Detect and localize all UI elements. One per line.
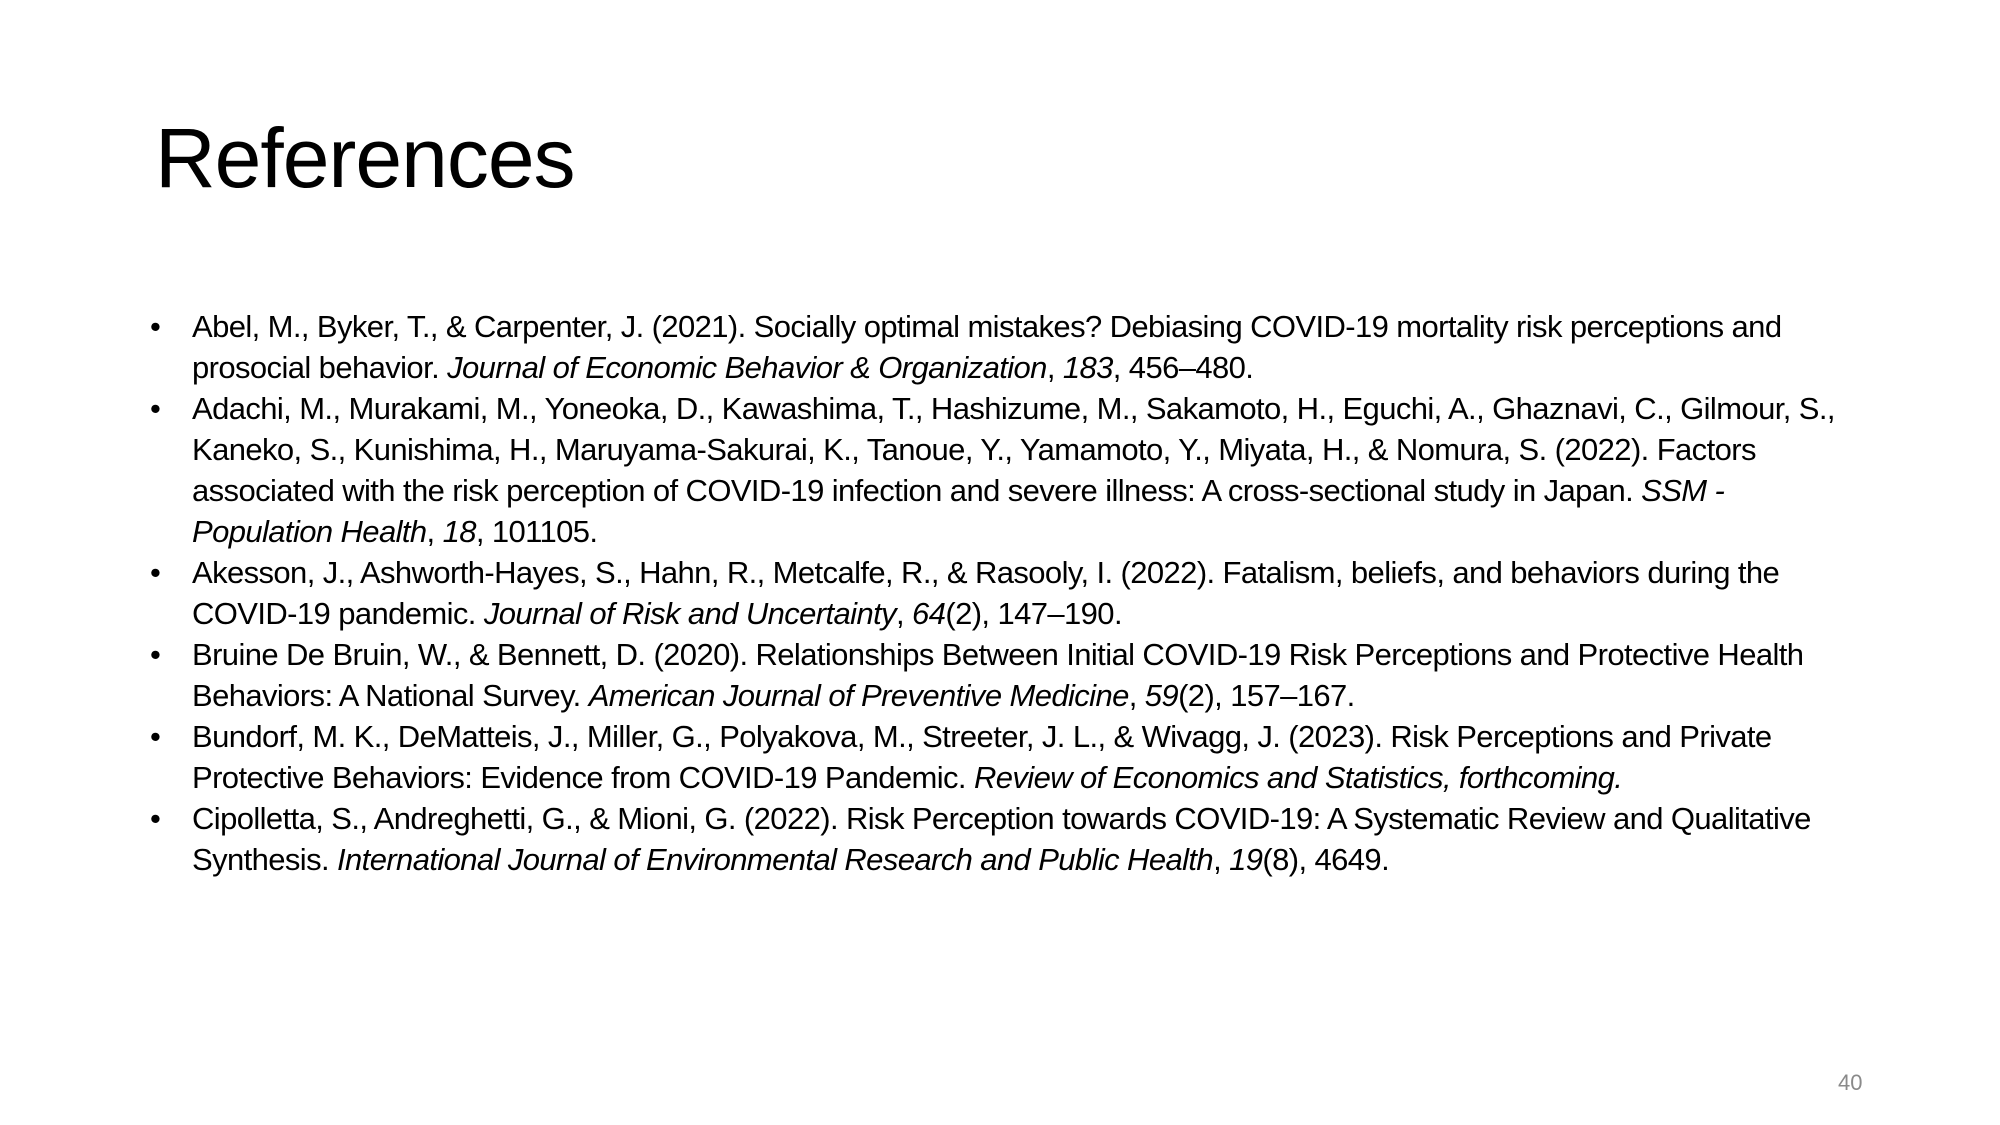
reference-item [150,798,1870,880]
reference-separator: , [426,514,443,549]
reference-item [150,306,1870,388]
reference-separator: , [896,596,913,631]
reference-authors-title: Bruine De Bruin, W., & Bennett, D. (2020). Relationships Between Initial COVID-19 Risk Perceptions and Protective Health Behaviors: A National Survey. [192,637,1804,713]
bullet-icon: • [150,637,161,672]
bullet-icon: • [150,719,161,754]
page-number: 40 [1838,1070,1863,1095]
reference-pages: (8), 4649. [1262,842,1390,877]
reference-pages: , 456–480. [1112,350,1254,385]
reference-authors-title: Cipolletta, S., Andreghetti, G., & Mioni, G. (2022). Risk Perception towards COVID-19: A Systematic Review and Qualitative Synthesis. [192,801,1811,877]
reference-volume: 183 [1062,350,1113,385]
reference-authors-title: Abel, M., Byker, T., & Carpenter, J. (2021). Socially optimal mistakes? Debiasing COVID-19 mortality risk perceptions and prosocial behavior. [192,309,1782,385]
reference-journal: SSM - Population Health [192,473,1725,549]
reference-volume: 19 [1229,842,1263,877]
reference-authors-title: Bundorf, M. K., DeMatteis, J., Miller, G., Polyakova, M., Streeter, J. L., & Wivagg, J. (2023). Risk Perceptions and Private Protective Behaviors: Evidence from COVID-19 Pandemic. [192,719,1772,795]
reference-item [150,716,1870,798]
reference-journal: Journal of Risk and Uncertainty [483,596,897,631]
reference-item [150,388,1870,552]
reference-journal: Review of Economics and Statistics, forthcoming. [973,760,1623,795]
reference-pages: , 101105. [475,514,598,549]
reference-authors-title: Adachi, M., Murakami, M., Yoneoka, D., Kawashima, T., Hashizume, M., Sakamoto, H., Eguchi, A., Ghaznavi, C., Gilmour, S., Kaneko, S., Kunishima, H., Maruyama-Sakurai, K., Tanoue, Y., Yamamoto, Y., Miyata, H., & Nomura, S. (2022). Factors associated with the risk perception of COVID-19 infection and severe illness: A cross-sectional study in Japan. [192,391,1835,508]
reference-separator: , [1128,678,1145,713]
bullet-icon: • [150,555,161,590]
reference-separator: , [1213,842,1230,877]
reference-item [150,552,1870,634]
reference-separator: , [1046,350,1063,385]
bullet-icon: • [150,309,161,344]
slide-title: References [155,111,575,205]
reference-authors-title: Akesson, J., Ashworth-Hayes, S., Hahn, R., Metcalfe, R., & Rasooly, I. (2022). Fatalism, beliefs, and behaviors during the COVID-19 pandemic. [192,555,1780,631]
reference-volume: 59 [1144,678,1179,713]
reference-item [150,634,1870,716]
reference-pages: (2), 147–190. [945,596,1122,631]
reference-pages: (2), 157–167. [1178,678,1355,713]
reference-journal: American Journal of Preventive Medicine [588,678,1129,713]
bullet-icon: • [150,801,161,836]
reference-volume: 64 [912,596,946,631]
reference-volume: 18 [442,514,476,549]
reference-journal: Journal of Economic Behavior & Organization [447,350,1047,385]
reference-journal: International Journal of Environmental Research and Public Health [337,842,1214,877]
reference-list [150,306,1870,880]
bullet-icon: • [150,391,161,426]
